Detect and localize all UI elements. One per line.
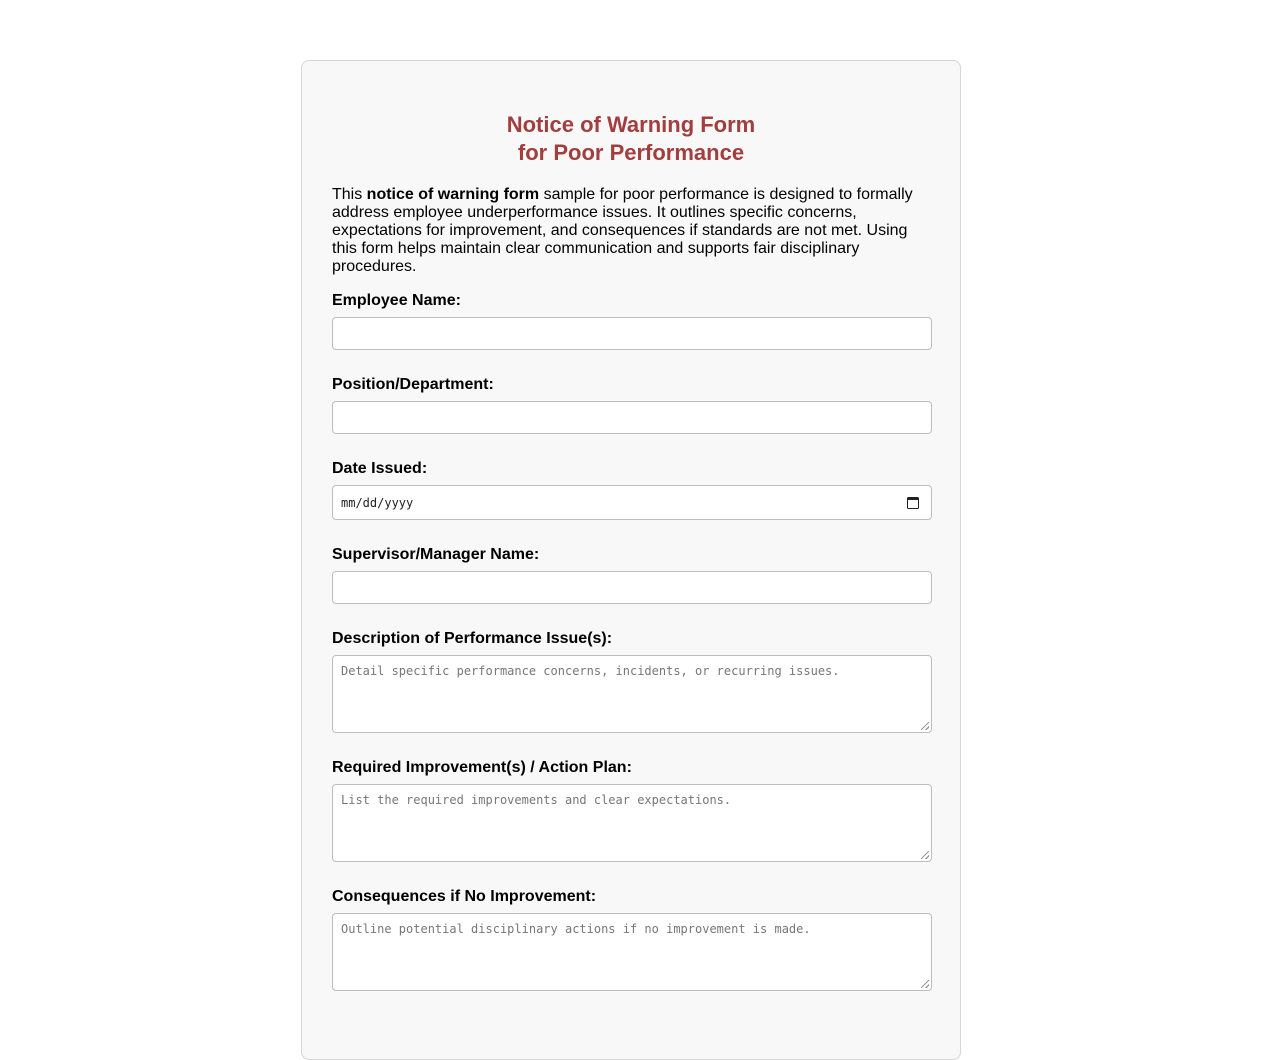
resize-handle-icon[interactable]	[921, 980, 929, 988]
intro-suffix: sample for poor performance is designed to formally address employee underperformance issues. It outlines specific concerns, expectations for improvement, and consequences if standards are not met. Using this form helps maintain clear communication and supports fair disciplinary procedures.	[332, 186, 913, 275]
form-title-line-2: for Poor Performance	[517, 140, 745, 165]
performance-issues-field	[332, 630, 930, 733]
date-placeholder: mm/dd/yyyy	[341, 495, 414, 510]
action-plan-textarea[interactable]	[332, 784, 932, 862]
position-department-label: Position/Department:	[332, 376, 494, 393]
form-intro	[332, 186, 932, 276]
employee-name-input[interactable]	[332, 317, 932, 350]
performance-issues-placeholder: Detail specific performance concerns, incidents, or recurring issues.	[341, 664, 840, 678]
calendar-icon[interactable]	[907, 497, 919, 509]
position-department-field	[332, 376, 930, 434]
date-issued-label: Date Issued:	[332, 460, 428, 477]
date-issued-input[interactable]	[332, 485, 932, 520]
consequences-label: Consequences if No Improvement:	[332, 888, 597, 905]
employee-name-label: Employee Name:	[332, 292, 461, 309]
employee-name-field	[332, 292, 930, 350]
intro-bold-term: notice of warning form	[366, 186, 540, 203]
action-plan-field	[332, 759, 930, 862]
consequences-textarea[interactable]	[332, 913, 932, 991]
intro-prefix: This	[332, 186, 367, 203]
consequences-placeholder: Outline potential disciplinary actions if no improvement is made.	[341, 922, 811, 936]
resize-handle-icon[interactable]	[921, 851, 929, 859]
consequences-field	[332, 888, 930, 991]
supervisor-name-field	[332, 546, 930, 604]
form-title	[332, 111, 930, 167]
action-plan-label: Required Improvement(s) / Action Plan:	[332, 759, 632, 776]
action-plan-placeholder: List the required improvements and clear expectations.	[341, 793, 732, 807]
performance-issues-label: Description of Performance Issue(s):	[332, 630, 613, 647]
form-title-line-1: Notice of Warning Form	[506, 112, 756, 137]
supervisor-name-input[interactable]	[332, 571, 932, 604]
position-department-input[interactable]	[332, 401, 932, 434]
supervisor-name-label: Supervisor/Manager Name:	[332, 546, 540, 563]
warning-form-card	[301, 60, 961, 1060]
performance-issues-textarea[interactable]	[332, 655, 932, 733]
date-issued-field	[332, 460, 930, 520]
resize-handle-icon[interactable]	[921, 722, 929, 730]
